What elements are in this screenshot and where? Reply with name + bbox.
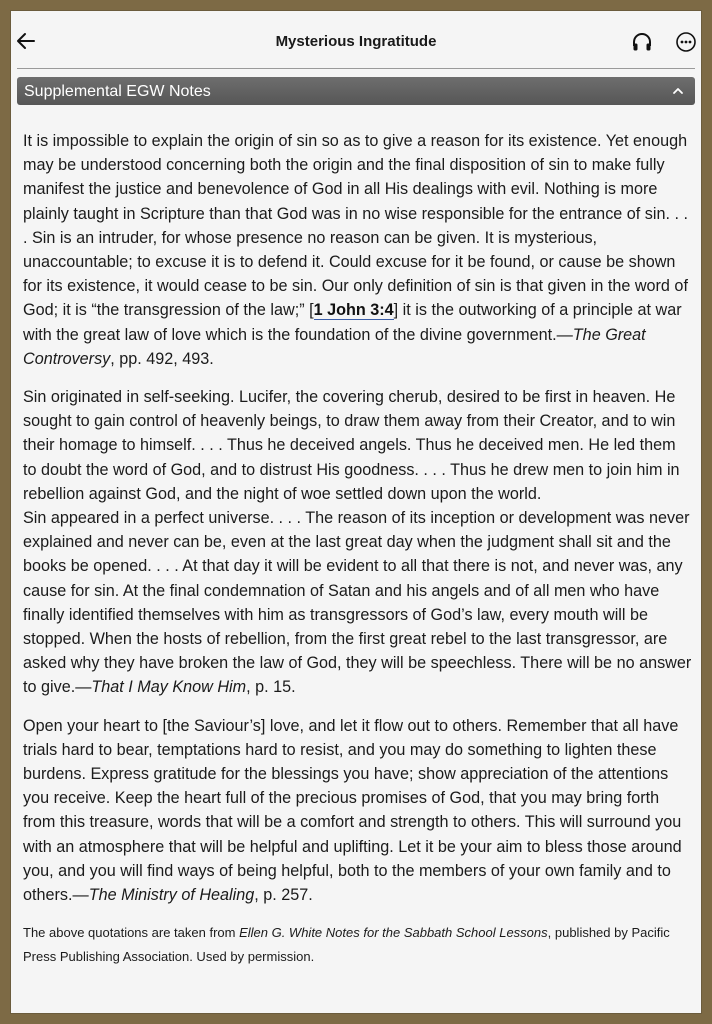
paragraph-text: Sin appeared in a perfect universe. . . . The reason of its inception or development was never explained and never can be, even at the last great day when the judgment shall sit and the books be opened. . . . At that day it will be evident to all that there is not, and never was, any cause for sin. At the final condemnation of Satan and his angels and of all men who have finally identified themselves with him as transgressors of God’s law, every mouth will be stopped. When the hosts of rebellion, from the first great rebel to the last transgressor, are asked why they have broken the law of God, they will be speechless. There will be no answer to give.— <box>23 509 692 697</box>
permission-credit <box>23 921 693 969</box>
source-title: That I May Know Him <box>91 678 247 697</box>
paragraph <box>23 506 693 700</box>
section-title: Supplemental EGW Notes <box>24 83 211 100</box>
source-pages: , p. 257. <box>254 886 313 905</box>
credit-text: The above quotations are taken from <box>23 925 240 941</box>
page-title: Mysterious Ingratitude <box>275 33 437 50</box>
reader-panel <box>10 10 702 1014</box>
credit-source: Ellen G. White Notes for the Sabbath School Lessons <box>239 925 548 941</box>
source-pages: , pp. 492, 493. <box>110 349 214 368</box>
header-divider <box>17 68 695 69</box>
chevron-up-icon <box>671 84 685 98</box>
credit-text: , published by Pacific Press Publishing Association. Used by permission. <box>23 925 670 965</box>
source-title: The Great Controversy <box>23 325 646 368</box>
headphones-icon[interactable] <box>631 31 653 53</box>
paragraph <box>23 129 693 371</box>
source-title: The Ministry of Healing <box>88 886 255 905</box>
paragraph <box>23 714 693 908</box>
top-bar <box>11 11 701 67</box>
paragraph: Sin originated in self-seeking. Lucifer, the covering cherub, desired to be first in heaven. He sought to gain control of heavenly beings, to draw them away from their Creator, and to win their homage to himself. . . . Thus he deceived angels. Thus he deceived men. He led them to doubt the word of God, and to distrust His goodness. . . . Thus he drew men to join him in rebellion against God, and the night of woe settled down upon the world. <box>23 388 680 503</box>
paragraph-text: ] it is the outworking of a principle at war with the great law of love which is the foundation of the divine government.— <box>23 301 682 344</box>
scripture-link[interactable]: 1 John 3:4 <box>313 301 394 320</box>
more-options-icon[interactable] <box>675 31 697 53</box>
paragraph-text: Open your heart to [the Saviour’s] love, and let it flow out to others. Remember that all have trials hard to bear, temptations hard to resist, and you may do something to lighten these burdens. Express gratitude for the blessings you have; show appreciation of the attentions you receive. Keep the heart full of the precious promises of God, that you may bring forth from this treasure, words that will be a comfort and strength to others. This will surround you with an atmosphere that will be helpful and uplifting. Let it be your aim to bless those around you, and you will find ways of being helpful, both to the members of your own family and to others.— <box>23 716 682 905</box>
paragraph-text: It is impossible to explain the origin of sin so as to give a reason for its existence. Yet enough may be understood concerning both the origin and the final disposition of sin to make fully manifest the justice and benevolence of God in all His dealings with evil. Nothing is more plainly taught in Scripture than that God was in no wise responsible for the entrance of sin. . . . Sin is an intruder, for whose presence no reason can be given. It is mysterious, unaccountable; to excuse it is to defend it. Could excuse for it be found, or cause be shown for its existence, it would cease to be sin. Our only definition of sin is that given in the word of God; it is “the transgression of the law;” [ <box>23 132 688 320</box>
notes-content <box>23 129 693 969</box>
source-pages: , p. 15. <box>246 678 296 697</box>
section-toggle-egw-notes[interactable] <box>17 77 695 105</box>
